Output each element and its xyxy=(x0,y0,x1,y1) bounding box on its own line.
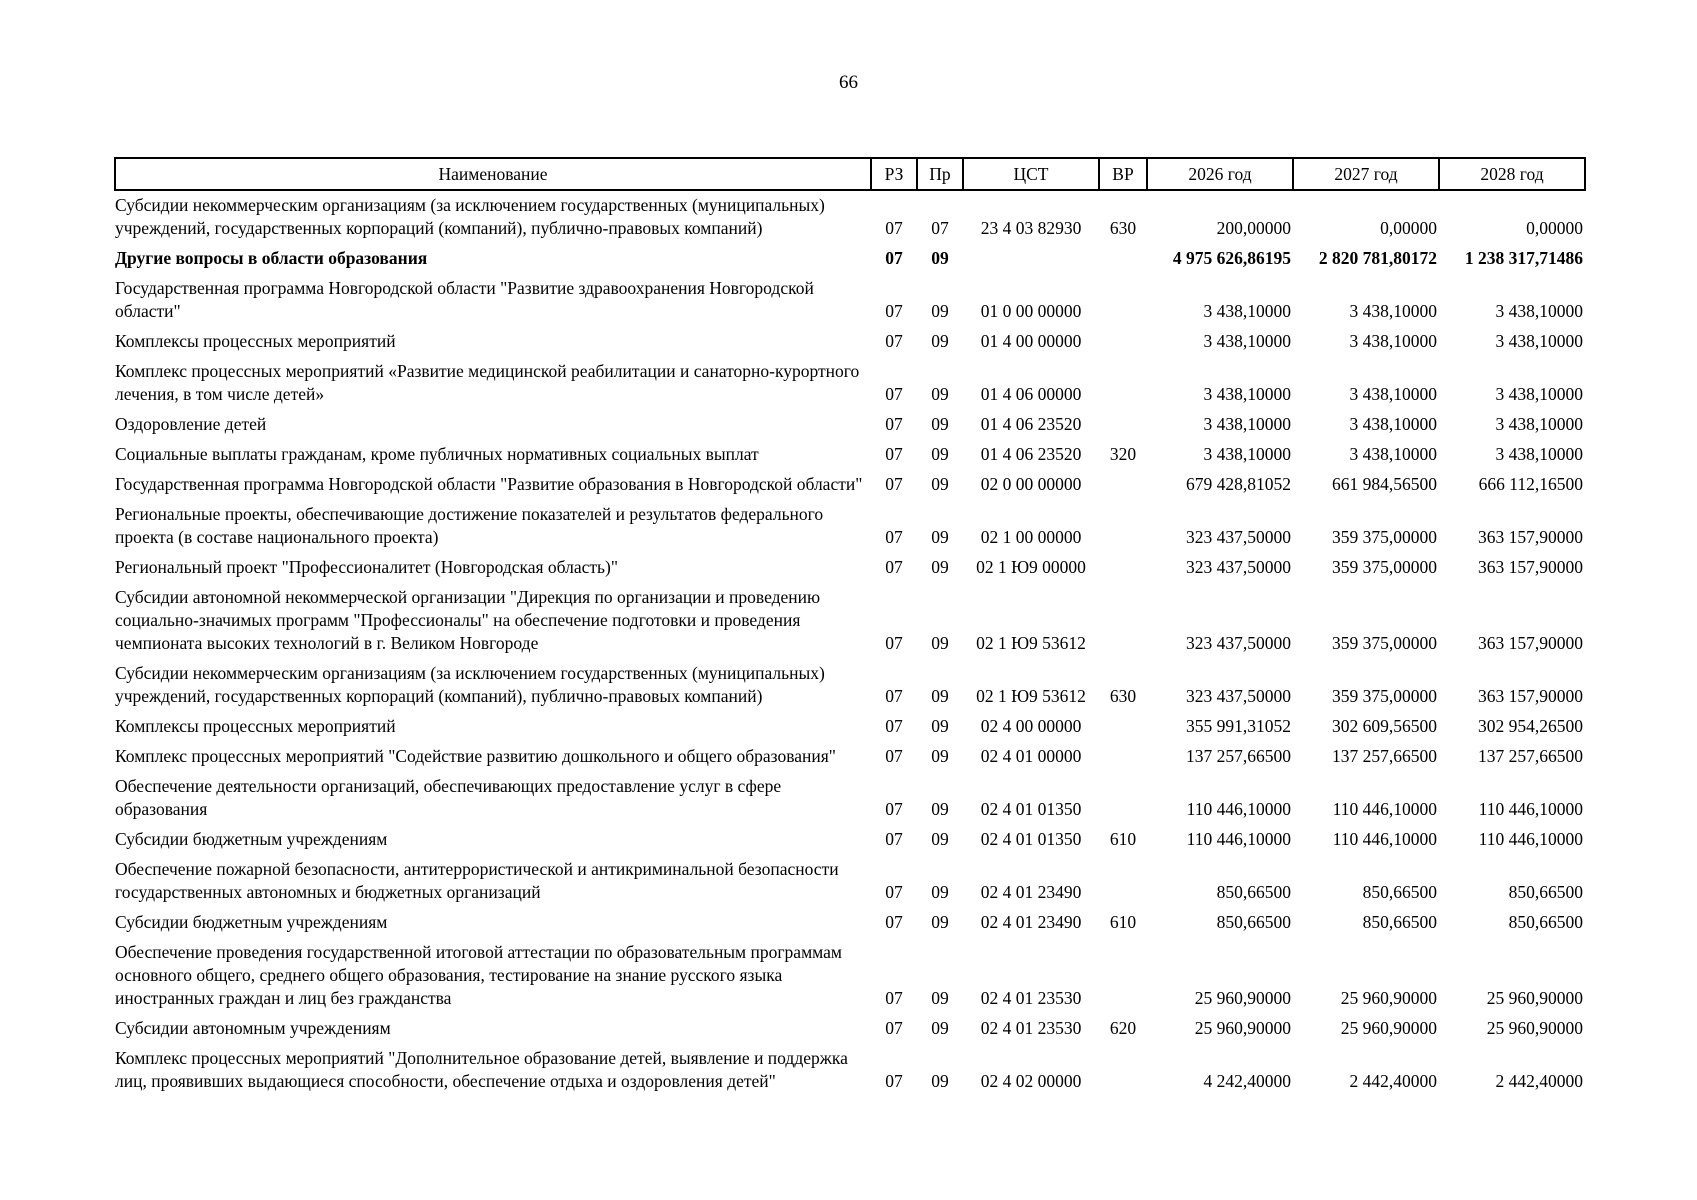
cell-name: Обеспечение пожарной безопасности, антитеррористической и антикриминальной безопасности государственных автономных и бюджетных организаций xyxy=(115,859,839,902)
cell-name: Субсидии некоммерческим организациям (за исключением государственных (муниципальных) учреждений, государственных корпораций (компаний), публично-правовых компаний) xyxy=(115,663,825,706)
cell-vr xyxy=(1099,1044,1147,1097)
cell-y2026: 4 975 626,86195 xyxy=(1172,248,1291,268)
cell-pr: 09 xyxy=(931,882,949,902)
table-row xyxy=(115,1014,1585,1044)
table-header-row xyxy=(115,158,1585,190)
cell-cst: 01 4 06 23520 xyxy=(980,444,1082,464)
table-row xyxy=(115,553,1585,583)
cell-name: Комплекс процессных мероприятий "Содействие развитию дошкольного и общего образования" xyxy=(115,746,836,766)
cell-vr xyxy=(1099,244,1147,274)
cell-vr xyxy=(1099,553,1147,583)
cell-y2028: 850,66500 xyxy=(1508,882,1583,902)
cell-rz: 07 xyxy=(885,716,903,736)
cell-y2027: 3 438,10000 xyxy=(1349,384,1437,404)
cell-rz: 07 xyxy=(885,557,903,577)
table-row xyxy=(115,742,1585,772)
cell-cst: 02 1 00 00000 xyxy=(980,527,1082,547)
cell-y2027: 359 375,00000 xyxy=(1332,557,1437,577)
cell-pr: 09 xyxy=(931,414,949,434)
cell-y2026: 355 991,31052 xyxy=(1186,716,1291,736)
cell-rz: 07 xyxy=(885,1071,903,1091)
cell-name: Субсидии автономной некоммерческой организации "Дирекция по организации и проведению социально-значимых программ "Профессионалы" на обеспечение подготовки и проведения чемпионата высоких технологий в г. Великом Новгороде xyxy=(115,587,821,653)
cell-y2028: 3 438,10000 xyxy=(1495,414,1583,434)
cell-rz: 07 xyxy=(885,301,903,321)
cell-cst: 01 4 06 00000 xyxy=(980,384,1082,404)
cell-cst: 02 4 01 00000 xyxy=(980,746,1082,766)
cell-y2027: 110 446,10000 xyxy=(1332,799,1437,819)
cell-pr: 09 xyxy=(931,799,949,819)
cell-rz: 07 xyxy=(885,474,903,494)
cell-name: Государственная программа Новгородской области "Развитие здравоохранения Новгородской области" xyxy=(115,278,814,321)
table-row xyxy=(115,855,1585,908)
cell-pr: 09 xyxy=(931,716,949,736)
cell-y2026: 679 428,81052 xyxy=(1186,474,1291,494)
cell-rz: 07 xyxy=(885,331,903,351)
table-row xyxy=(115,825,1585,855)
cell-cst: 02 1 Ю9 00000 xyxy=(976,557,1086,577)
cell-y2028: 110 446,10000 xyxy=(1478,799,1583,819)
cell-y2027: 850,66500 xyxy=(1362,882,1437,902)
cell-vr: 610 xyxy=(1109,912,1137,932)
cell-rz: 07 xyxy=(885,384,903,404)
cell-name: Обеспечение деятельности организаций, обеспечивающих предоставление услуг в сфере образования xyxy=(115,776,782,819)
cell-y2028: 25 960,90000 xyxy=(1486,1018,1583,1038)
cell-vr: 630 xyxy=(1109,218,1137,238)
cell-vr: 630 xyxy=(1109,686,1137,706)
table-row xyxy=(115,327,1585,357)
page-number: 66 xyxy=(839,72,858,93)
cell-vr xyxy=(1099,327,1147,357)
cell-y2028: 2 442,40000 xyxy=(1495,1071,1583,1091)
cell-cst: 02 4 00 00000 xyxy=(980,716,1082,736)
cell-y2026: 25 960,90000 xyxy=(1194,1018,1291,1038)
cell-y2028: 3 438,10000 xyxy=(1495,331,1583,351)
cell-rz: 07 xyxy=(885,1018,903,1038)
cell-name: Субсидии некоммерческим организациям (за исключением государственных (муниципальных) учреждений, государственных корпораций (компаний), публично-правовых компаний) xyxy=(115,195,825,238)
cell-cst: 02 0 00 00000 xyxy=(980,474,1082,494)
cell-y2027: 3 438,10000 xyxy=(1349,444,1437,464)
cell-cst: 02 1 Ю9 53612 xyxy=(976,633,1086,653)
header-2026: 2026 год xyxy=(1147,158,1293,190)
cell-y2027: 0,00000 xyxy=(1380,218,1437,238)
cell-y2026: 323 437,50000 xyxy=(1186,633,1291,653)
cell-pr: 09 xyxy=(931,474,949,494)
table-row xyxy=(115,244,1585,274)
cell-pr: 09 xyxy=(931,527,949,547)
cell-cst: 02 4 01 23530 xyxy=(980,1018,1082,1038)
cell-cst: 23 4 03 82930 xyxy=(980,218,1082,238)
cell-y2026: 110 446,10000 xyxy=(1186,829,1291,849)
cell-cst: 02 1 Ю9 53612 xyxy=(976,686,1086,706)
cell-y2027: 25 960,90000 xyxy=(1340,1018,1437,1038)
cell-y2026: 110 446,10000 xyxy=(1186,799,1291,819)
cell-cst: 02 4 01 01350 xyxy=(980,829,1082,849)
cell-pr: 09 xyxy=(931,829,949,849)
cell-y2026: 200,00000 xyxy=(1216,218,1291,238)
cell-pr: 09 xyxy=(931,331,949,351)
cell-vr xyxy=(1099,855,1147,908)
cell-rz: 07 xyxy=(885,218,903,238)
cell-y2026: 3 438,10000 xyxy=(1203,384,1291,404)
cell-y2026: 3 438,10000 xyxy=(1203,444,1291,464)
header-2027: 2027 год xyxy=(1293,158,1439,190)
budget-table xyxy=(114,157,1586,1097)
cell-y2027: 3 438,10000 xyxy=(1349,301,1437,321)
cell-y2027: 25 960,90000 xyxy=(1340,988,1437,1008)
cell-y2026: 4 242,40000 xyxy=(1203,1071,1291,1091)
cell-name: Субсидии бюджетным учреждениям xyxy=(115,829,388,849)
table-row xyxy=(115,772,1585,825)
table-row xyxy=(115,908,1585,938)
cell-pr: 09 xyxy=(931,912,949,932)
cell-name: Государственная программа Новгородской области "Развитие образования в Новгородской области" xyxy=(115,474,863,494)
header-rz: РЗ xyxy=(871,158,917,190)
table-row xyxy=(115,440,1585,470)
header-vr: ВР xyxy=(1099,158,1147,190)
table-row xyxy=(115,583,1585,659)
cell-y2027: 661 984,56500 xyxy=(1332,474,1437,494)
cell-name: Субсидии автономным учреждениям xyxy=(115,1018,391,1038)
cell-rz: 07 xyxy=(885,988,903,1008)
cell-pr: 09 xyxy=(931,444,949,464)
cell-cst: 02 4 01 23490 xyxy=(980,912,1082,932)
cell-vr xyxy=(1099,583,1147,659)
cell-vr xyxy=(1099,938,1147,1014)
cell-y2028: 1 238 317,71486 xyxy=(1464,248,1583,268)
table-row xyxy=(115,712,1585,742)
cell-rz: 07 xyxy=(885,633,903,653)
cell-name: Оздоровление детей xyxy=(115,414,267,434)
cell-y2028: 3 438,10000 xyxy=(1495,301,1583,321)
cell-vr xyxy=(1099,410,1147,440)
table-row xyxy=(115,470,1585,500)
cell-name: Региональный проект "Профессионалитет (Новгородская область)" xyxy=(115,557,619,577)
cell-rz: 07 xyxy=(885,746,903,766)
cell-y2026: 323 437,50000 xyxy=(1186,557,1291,577)
cell-y2026: 323 437,50000 xyxy=(1186,527,1291,547)
cell-y2028: 850,66500 xyxy=(1508,912,1583,932)
cell-vr xyxy=(1099,712,1147,742)
cell-y2027: 3 438,10000 xyxy=(1349,414,1437,434)
table-row xyxy=(115,190,1585,244)
cell-y2027: 359 375,00000 xyxy=(1332,686,1437,706)
cell-y2028: 363 157,90000 xyxy=(1478,686,1583,706)
cell-name: Социальные выплаты гражданам, кроме публичных нормативных социальных выплат xyxy=(115,444,759,464)
cell-y2028: 363 157,90000 xyxy=(1478,557,1583,577)
cell-rz: 07 xyxy=(885,248,903,268)
cell-y2028: 0,00000 xyxy=(1526,218,1583,238)
cell-pr: 09 xyxy=(931,988,949,1008)
cell-y2028: 137 257,66500 xyxy=(1478,746,1583,766)
cell-vr xyxy=(1099,470,1147,500)
cell-pr: 09 xyxy=(931,557,949,577)
cell-y2027: 850,66500 xyxy=(1362,912,1437,932)
cell-y2027: 302 609,56500 xyxy=(1332,716,1437,736)
cell-cst: 01 4 00 00000 xyxy=(980,331,1082,351)
cell-vr xyxy=(1099,772,1147,825)
cell-y2028: 363 157,90000 xyxy=(1478,527,1583,547)
cell-rz: 07 xyxy=(885,414,903,434)
cell-cst xyxy=(963,244,1099,274)
table-row xyxy=(115,500,1585,553)
cell-name: Комплексы процессных мероприятий xyxy=(115,331,396,351)
table-body xyxy=(115,190,1585,1097)
cell-y2028: 3 438,10000 xyxy=(1495,444,1583,464)
table-row xyxy=(115,357,1585,410)
cell-vr: 610 xyxy=(1109,829,1137,849)
cell-vr xyxy=(1099,274,1147,327)
cell-name: Субсидии бюджетным учреждениям xyxy=(115,912,388,932)
cell-y2026: 850,66500 xyxy=(1216,882,1291,902)
cell-rz: 07 xyxy=(885,527,903,547)
cell-name: Комплексы процессных мероприятий xyxy=(115,716,396,736)
cell-vr xyxy=(1099,742,1147,772)
cell-cst: 02 4 01 01350 xyxy=(980,799,1082,819)
cell-vr xyxy=(1099,500,1147,553)
cell-y2028: 3 438,10000 xyxy=(1495,384,1583,404)
cell-pr: 09 xyxy=(931,384,949,404)
table-row xyxy=(115,938,1585,1014)
table-row xyxy=(115,1044,1585,1097)
cell-rz: 07 xyxy=(885,829,903,849)
cell-cst: 01 0 00 00000 xyxy=(980,301,1082,321)
cell-y2026: 3 438,10000 xyxy=(1203,301,1291,321)
header-pr: Пр xyxy=(917,158,963,190)
cell-y2026: 3 438,10000 xyxy=(1203,331,1291,351)
cell-rz: 07 xyxy=(885,882,903,902)
cell-pr: 09 xyxy=(931,301,949,321)
cell-rz: 07 xyxy=(885,799,903,819)
cell-pr: 09 xyxy=(931,686,949,706)
cell-cst: 01 4 06 23520 xyxy=(980,414,1082,434)
cell-y2026: 25 960,90000 xyxy=(1194,988,1291,1008)
cell-cst: 02 4 01 23530 xyxy=(980,988,1082,1008)
header-name: Наименование xyxy=(115,158,871,190)
cell-y2027: 137 257,66500 xyxy=(1332,746,1437,766)
cell-y2026: 323 437,50000 xyxy=(1186,686,1291,706)
cell-pr: 07 xyxy=(931,218,949,238)
cell-cst: 02 4 01 23490 xyxy=(980,882,1082,902)
table-row xyxy=(115,659,1585,712)
cell-y2028: 25 960,90000 xyxy=(1486,988,1583,1008)
cell-y2027: 2 442,40000 xyxy=(1349,1071,1437,1091)
header-2028: 2028 год xyxy=(1439,158,1585,190)
cell-rz: 07 xyxy=(885,444,903,464)
header-cst: ЦСТ xyxy=(963,158,1099,190)
cell-pr: 09 xyxy=(931,633,949,653)
cell-rz: 07 xyxy=(885,912,903,932)
cell-y2027: 359 375,00000 xyxy=(1332,527,1437,547)
cell-y2028: 302 954,26500 xyxy=(1478,716,1583,736)
cell-vr: 620 xyxy=(1109,1018,1137,1038)
cell-name: Обеспечение проведения государственной итоговой аттестации по образовательным программам основного общего, среднего общего образования, тестирование на знание русского языка иностранных граждан и лиц без гражданства xyxy=(115,942,842,1008)
cell-name: Региональные проекты, обеспечивающие достижение показателей и результатов федерального проекта (в составе национального проекта) xyxy=(115,504,824,547)
cell-cst: 02 4 02 00000 xyxy=(980,1071,1082,1091)
table-row xyxy=(115,410,1585,440)
cell-name: Другие вопросы в области образования xyxy=(115,248,428,268)
cell-y2026: 137 257,66500 xyxy=(1186,746,1291,766)
cell-y2027: 3 438,10000 xyxy=(1349,331,1437,351)
cell-y2028: 110 446,10000 xyxy=(1478,829,1583,849)
cell-y2026: 3 438,10000 xyxy=(1203,414,1291,434)
cell-y2027: 2 820 781,80172 xyxy=(1318,248,1437,268)
cell-rz: 07 xyxy=(885,686,903,706)
cell-vr: 320 xyxy=(1109,444,1137,464)
cell-vr xyxy=(1099,357,1147,410)
cell-y2027: 359 375,00000 xyxy=(1332,633,1437,653)
cell-y2028: 363 157,90000 xyxy=(1478,633,1583,653)
cell-pr: 09 xyxy=(931,1018,949,1038)
cell-name: Комплекс процессных мероприятий «Развитие медицинской реабилитации и санаторно-курортного лечения, в том числе детей» xyxy=(115,361,860,404)
cell-y2026: 850,66500 xyxy=(1216,912,1291,932)
cell-y2027: 110 446,10000 xyxy=(1332,829,1437,849)
cell-pr: 09 xyxy=(931,248,949,268)
cell-pr: 09 xyxy=(931,746,949,766)
cell-y2028: 666 112,16500 xyxy=(1478,474,1583,494)
cell-name: Комплекс процессных мероприятий "Дополнительное образование детей, выявление и поддержка лиц, проявивших выдающиеся способности, обеспечение отдыха и оздоровления детей" xyxy=(115,1048,848,1091)
table-row xyxy=(115,274,1585,327)
cell-pr: 09 xyxy=(931,1071,949,1091)
